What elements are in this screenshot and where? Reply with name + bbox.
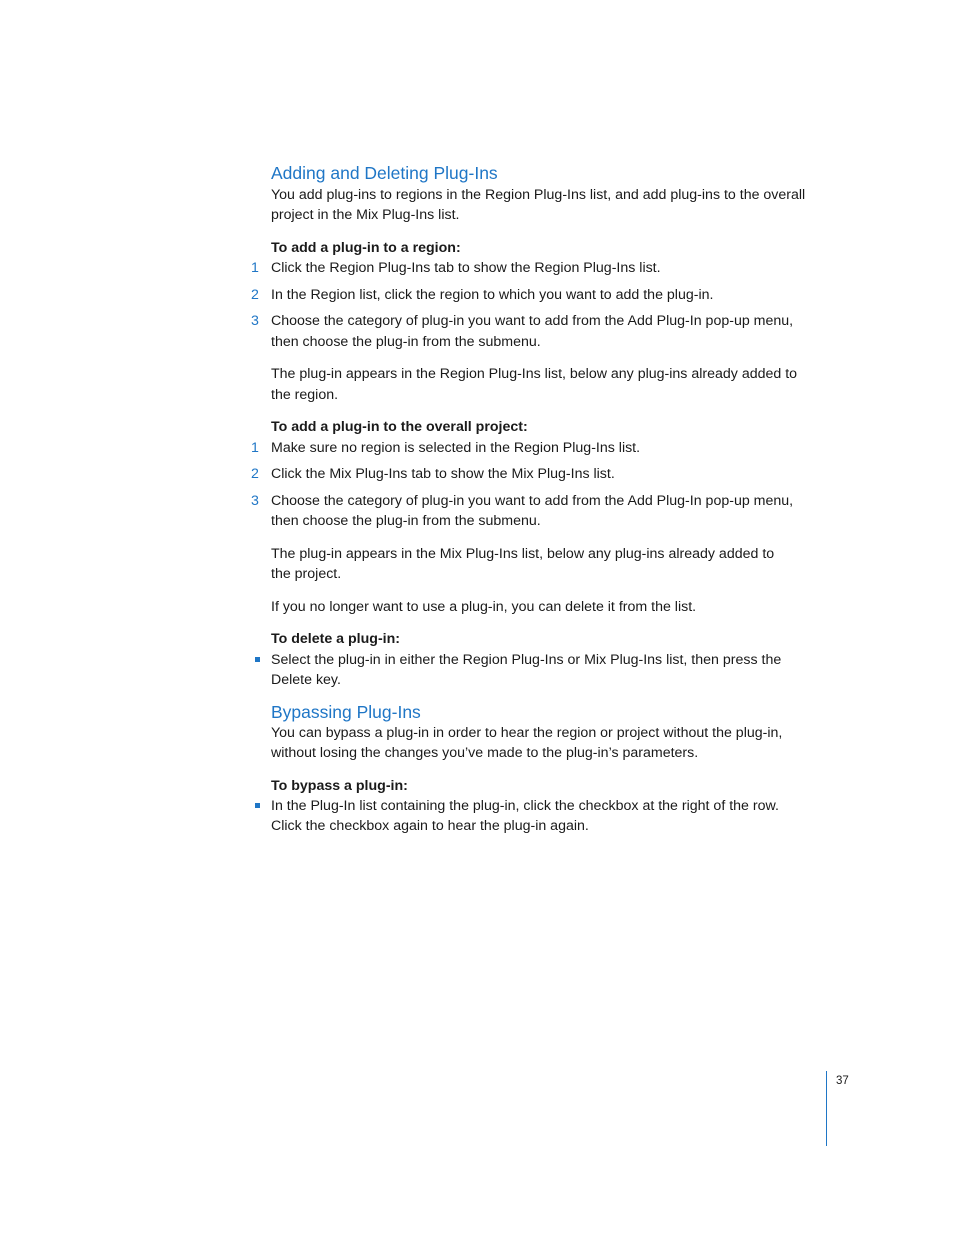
section-heading-adding-deleting: Adding and Deleting Plug-Ins bbox=[271, 163, 498, 183]
step-number: 3 bbox=[251, 313, 259, 329]
result-text-line1: The plug-in appears in the Region Plug-Ins list, below any plug-ins already added to bbox=[271, 366, 798, 382]
bullet-square-icon bbox=[255, 657, 260, 662]
result-text-line2: the project. bbox=[271, 566, 342, 582]
step-number: 3 bbox=[251, 493, 259, 509]
step-text: In the Region list, click the region to which you want to add the plug-in. bbox=[271, 287, 714, 303]
page-edge-rule bbox=[826, 1071, 827, 1146]
section-heading-bypassing: Bypassing Plug-Ins bbox=[271, 702, 421, 722]
section1-intro-line1: You add plug-ins to regions in the Region Plug-Ins list, and add plug-ins to the overall bbox=[271, 187, 806, 203]
step-text: Choose the category of plug-in you want to add from the Add Plug-In pop-up menu, bbox=[271, 493, 794, 509]
step-number: 2 bbox=[251, 287, 259, 303]
section2-intro-line2: without losing the changes you’ve made to the plug-in’s parameters. bbox=[271, 745, 699, 761]
result-text-line1: The plug-in appears in the Mix Plug-Ins list, below any plug-ins already added to bbox=[271, 546, 775, 562]
result-text-line2: the region. bbox=[271, 387, 339, 403]
bullet-square-icon bbox=[255, 803, 260, 808]
step-text-continued: then choose the plug-in from the submenu. bbox=[271, 334, 541, 350]
step-text-continued: then choose the plug-in from the submenu. bbox=[271, 513, 541, 529]
procedure-title-add-project: To add a plug-in to the overall project: bbox=[271, 419, 528, 435]
step-text: Click the Region Plug-Ins tab to show the Region Plug-Ins list. bbox=[271, 260, 661, 276]
delete-intro-text: If you no longer want to use a plug-in, you can delete it from the list. bbox=[271, 599, 697, 615]
bullet-text-line1: In the Plug-In list containing the plug-in, click the checkbox at the right of the row. bbox=[271, 798, 779, 814]
procedure-title-bypass: To bypass a plug-in: bbox=[271, 778, 408, 794]
step-number: 2 bbox=[251, 466, 259, 482]
bullet-text-line2: Delete key. bbox=[271, 672, 341, 688]
bullet-text-line1: Select the plug-in in either the Region Plug-Ins or Mix Plug-Ins list, then press the bbox=[271, 652, 782, 668]
section2-intro-line1: You can bypass a plug-in in order to hear the region or project without the plug-in, bbox=[271, 725, 783, 741]
step-number: 1 bbox=[251, 260, 259, 276]
step-text: Make sure no region is selected in the Region Plug-Ins list. bbox=[271, 440, 641, 456]
step-text: Click the Mix Plug-Ins tab to show the Mix Plug-Ins list. bbox=[271, 466, 615, 482]
procedure-title-add-region: To add a plug-in to a region: bbox=[271, 240, 461, 256]
bullet-text-line2: Click the checkbox again to hear the plug-in again. bbox=[271, 818, 589, 834]
section1-intro-line2: project in the Mix Plug-Ins list. bbox=[271, 207, 460, 223]
procedure-title-delete: To delete a plug-in: bbox=[271, 631, 400, 647]
step-number: 1 bbox=[251, 440, 259, 456]
step-text: Choose the category of plug-in you want to add from the Add Plug-In pop-up menu, bbox=[271, 313, 794, 329]
page-number: 37 bbox=[836, 1075, 849, 1087]
